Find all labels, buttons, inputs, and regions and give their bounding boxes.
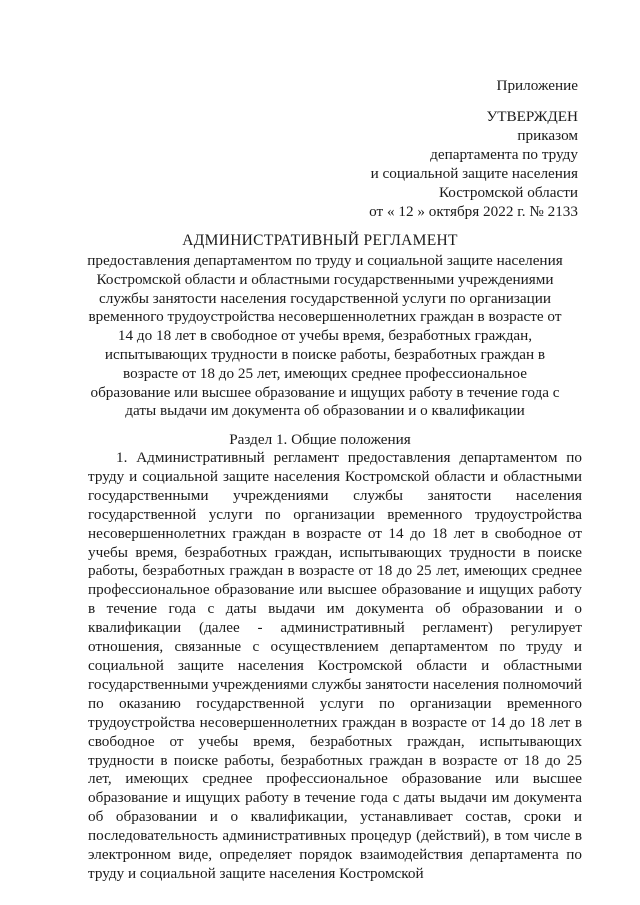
order-line: департамента по труду [430,146,578,163]
appendix-label: Приложение [496,77,578,94]
order-line: приказом [517,127,578,144]
document-subtitle: предоставления департаментом по труду и социальной защите населения Костромской области и областными государственными учреждениями службы занятости населения государственной услуги по организации временного трудоустройства несовершеннолетних граждан в возрасте от 14 до 18 лет в свободное от учебы время, безработных граждан, испытывающих трудности в поиске работы, безработных граждан в возрасте от 18 до 25 лет, имеющих среднее профессиональное образование или высшее образование и ищущих работу в течение года с даты выдачи им документа об образовании и о квалификации [87,252,563,420]
document-title: АДМИНИСТРАТИВНЫЙ РЕГЛАМЕНТ [182,232,458,249]
order-line: Костромской области [438,184,578,201]
order-line: и социальной защите населения [370,165,578,182]
approved-label: УТВЕРЖДЕН [486,108,578,125]
section-heading: Раздел 1. Общие положения [229,431,411,448]
paragraph-1: 1. Административный регламент предоставления департаментом по труду и социальной защите населения Костромской области и областными государственными учреждениями службы занятости населения государственной услуги по организации временного трудоустройства несовершеннолетних граждан в возрасте от 14 до 18 лет в свободное от учебы время, безработных граждан, испытывающих трудности в поиске работы, безработных граждан в возрасте от 18 до 25 лет, имеющих среднее профессиональное образование или высшее образование и ищущих работу в течение года с даты выдачи им документа об образовании и о квалификации (далее - административный регламент) регулирует отношения, связанные с осуществлением департаментом по труду и социальной защите населения Костромской области и областными государственными учреждениями службы занятости населения полномочий по оказанию государственной услуги по организации временного трудоустройства несовершеннолетних граждан в возрасте от 14 до 18 лет в свободное от учебы время, безработных граждан, испытывающих трудности в поиске работы, безработных граждан в возрасте от 18 до 25 лет, имеющих среднее профессиональное образование или высшее образование и ищущих работу в течение года с даты выдачи им документа об образовании и о квалификации, устанавливает состав, сроки и последовательность административных процедур (действий), в том числе в электронном виде, определяет порядок взаимодействия департамента по труду и социальной защите населения Костромской [88,449,582,882]
approval-block [369,76,578,221]
order-date: от « 12 » октября 2022 г. № 2133 [369,203,578,220]
